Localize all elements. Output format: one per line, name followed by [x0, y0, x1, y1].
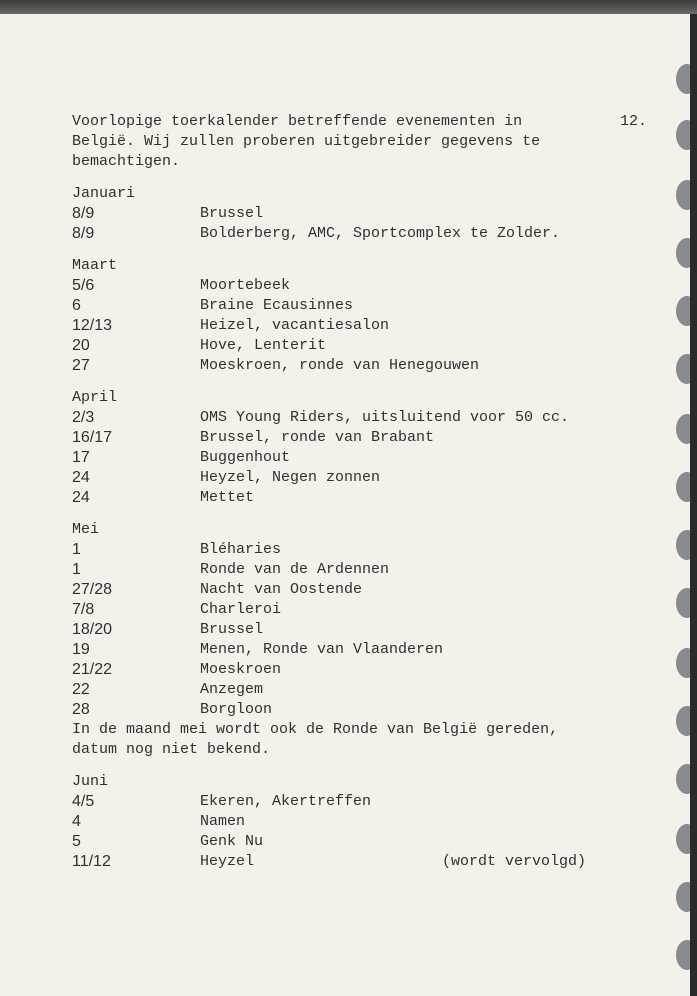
event-date: 8/9 [72, 225, 95, 242]
event-row [72, 296, 652, 316]
event-row [72, 560, 652, 580]
binder-hole [676, 472, 690, 502]
event-date: 18/20 [72, 621, 113, 638]
event-place: Namen [200, 813, 246, 830]
event-place: OMS Young Riders, uitsluitend voor 50 cc. [200, 409, 570, 426]
page-number: 12. [620, 113, 648, 130]
event-row [72, 832, 652, 852]
event-date: 21/22 [72, 661, 113, 678]
binder-hole [676, 180, 690, 210]
event-place: Moeskroen [200, 661, 282, 678]
month-note: In de maand mei wordt ook de Ronde van België gereden, datum nog niet bekend. [72, 721, 559, 758]
event-row [72, 620, 652, 640]
month-title: Mei [72, 521, 100, 538]
continued-note: (wordt vervolgd) [441, 853, 586, 870]
event-date: 17 [72, 449, 90, 466]
event-date: 4/5 [72, 793, 95, 810]
binder-hole [676, 530, 690, 560]
binder-hole [676, 706, 690, 736]
event-place: Bolderberg, AMC, Sportcomplex te Zolder. [200, 225, 561, 242]
month-title: Januari [72, 185, 136, 202]
event-date: 1 [72, 541, 81, 558]
event-place: Borgloon [200, 701, 273, 718]
event-row [72, 408, 652, 428]
month-section [72, 388, 652, 508]
event-row [72, 488, 652, 508]
event-row [72, 356, 652, 376]
event-place: Nacht van Oostende [200, 581, 363, 598]
event-date: 27 [72, 357, 90, 374]
binder-hole [676, 648, 690, 678]
event-date: 1 [72, 561, 81, 578]
binder-hole [676, 354, 690, 384]
event-place: Ronde van de Ardennen [200, 561, 390, 578]
event-row [72, 540, 652, 560]
month-title: Juni [72, 773, 109, 790]
event-date: 7/8 [72, 601, 95, 618]
document-body [72, 112, 652, 872]
binder-hole [676, 296, 690, 326]
binder-hole [676, 120, 690, 150]
event-row [72, 660, 652, 680]
event-date: 16/17 [72, 429, 113, 446]
event-date: 24 [72, 489, 90, 506]
event-row [72, 580, 652, 600]
event-place: Heyzel, Negen zonnen [200, 469, 381, 486]
binder-hole [676, 764, 690, 794]
event-date: 6 [72, 297, 81, 314]
event-row [72, 276, 652, 296]
event-place: Brussel [200, 205, 264, 222]
binder-hole [676, 940, 690, 970]
page-top-edge [0, 0, 697, 14]
binder-hole [676, 238, 690, 268]
event-place: Mettet [200, 489, 255, 506]
event-row [72, 336, 652, 356]
event-date: 28 [72, 701, 90, 718]
event-date: 11/12 [72, 853, 111, 870]
month-section [72, 772, 652, 872]
event-row [72, 600, 652, 620]
event-place: Bléharies [200, 541, 282, 558]
month-title: April [72, 389, 118, 406]
event-place: Ekeren, Akertreffen [200, 793, 372, 810]
month-section [72, 184, 652, 244]
binder-holes [670, 54, 690, 996]
event-date: 2/3 [72, 409, 95, 426]
event-row [72, 316, 652, 336]
event-date: 20 [72, 337, 90, 354]
intro-paragraph: Voorlopige toerkalender betreffende evenementen in België. Wij zullen proberen uitgebreider gegevens te bemachtigen. [72, 113, 541, 170]
binder-hole [676, 588, 690, 618]
event-place: Genk Nu [200, 833, 264, 850]
event-place: Heyzel [200, 853, 255, 870]
event-place: Brussel, ronde van Brabant [200, 429, 435, 446]
event-place: Menen, Ronde van Vlaanderen [200, 641, 444, 658]
event-row [72, 640, 652, 660]
calendar [72, 184, 652, 872]
event-place: Moortebeek [200, 277, 291, 294]
event-place: Charleroi [200, 601, 282, 618]
event-date: 22 [72, 681, 90, 698]
event-row [72, 224, 652, 244]
event-date: 4 [72, 813, 81, 830]
event-place: Buggenhout [200, 449, 291, 466]
event-row [72, 448, 652, 468]
event-place: Anzegem [200, 681, 264, 698]
month-section [72, 256, 652, 376]
event-row [72, 700, 652, 720]
month-title: Maart [72, 257, 118, 274]
event-place: Braine Ecausinnes [200, 297, 354, 314]
event-date: 5/6 [72, 277, 95, 294]
binder-hole [676, 64, 690, 94]
event-row [72, 680, 652, 700]
binder-hole [676, 414, 690, 444]
event-date: 19 [72, 641, 90, 658]
event-date: 27/28 [72, 581, 113, 598]
event-row [72, 812, 652, 832]
event-place: Brussel [200, 621, 264, 638]
event-place: Moeskroen, ronde van Henegouwen [200, 357, 480, 374]
event-row [72, 852, 652, 872]
month-section [72, 520, 652, 760]
binder-hole [676, 882, 690, 912]
event-date: 24 [72, 469, 90, 486]
event-row [72, 204, 652, 224]
event-place: Hove, Lenterit [200, 337, 327, 354]
event-place: Heizel, vacantiesalon [200, 317, 390, 334]
event-date: 8/9 [72, 205, 95, 222]
binder-hole [676, 824, 690, 854]
event-row [72, 468, 652, 488]
event-row [72, 428, 652, 448]
event-row [72, 792, 652, 812]
event-date: 12/13 [72, 317, 113, 334]
event-date: 5 [72, 833, 81, 850]
